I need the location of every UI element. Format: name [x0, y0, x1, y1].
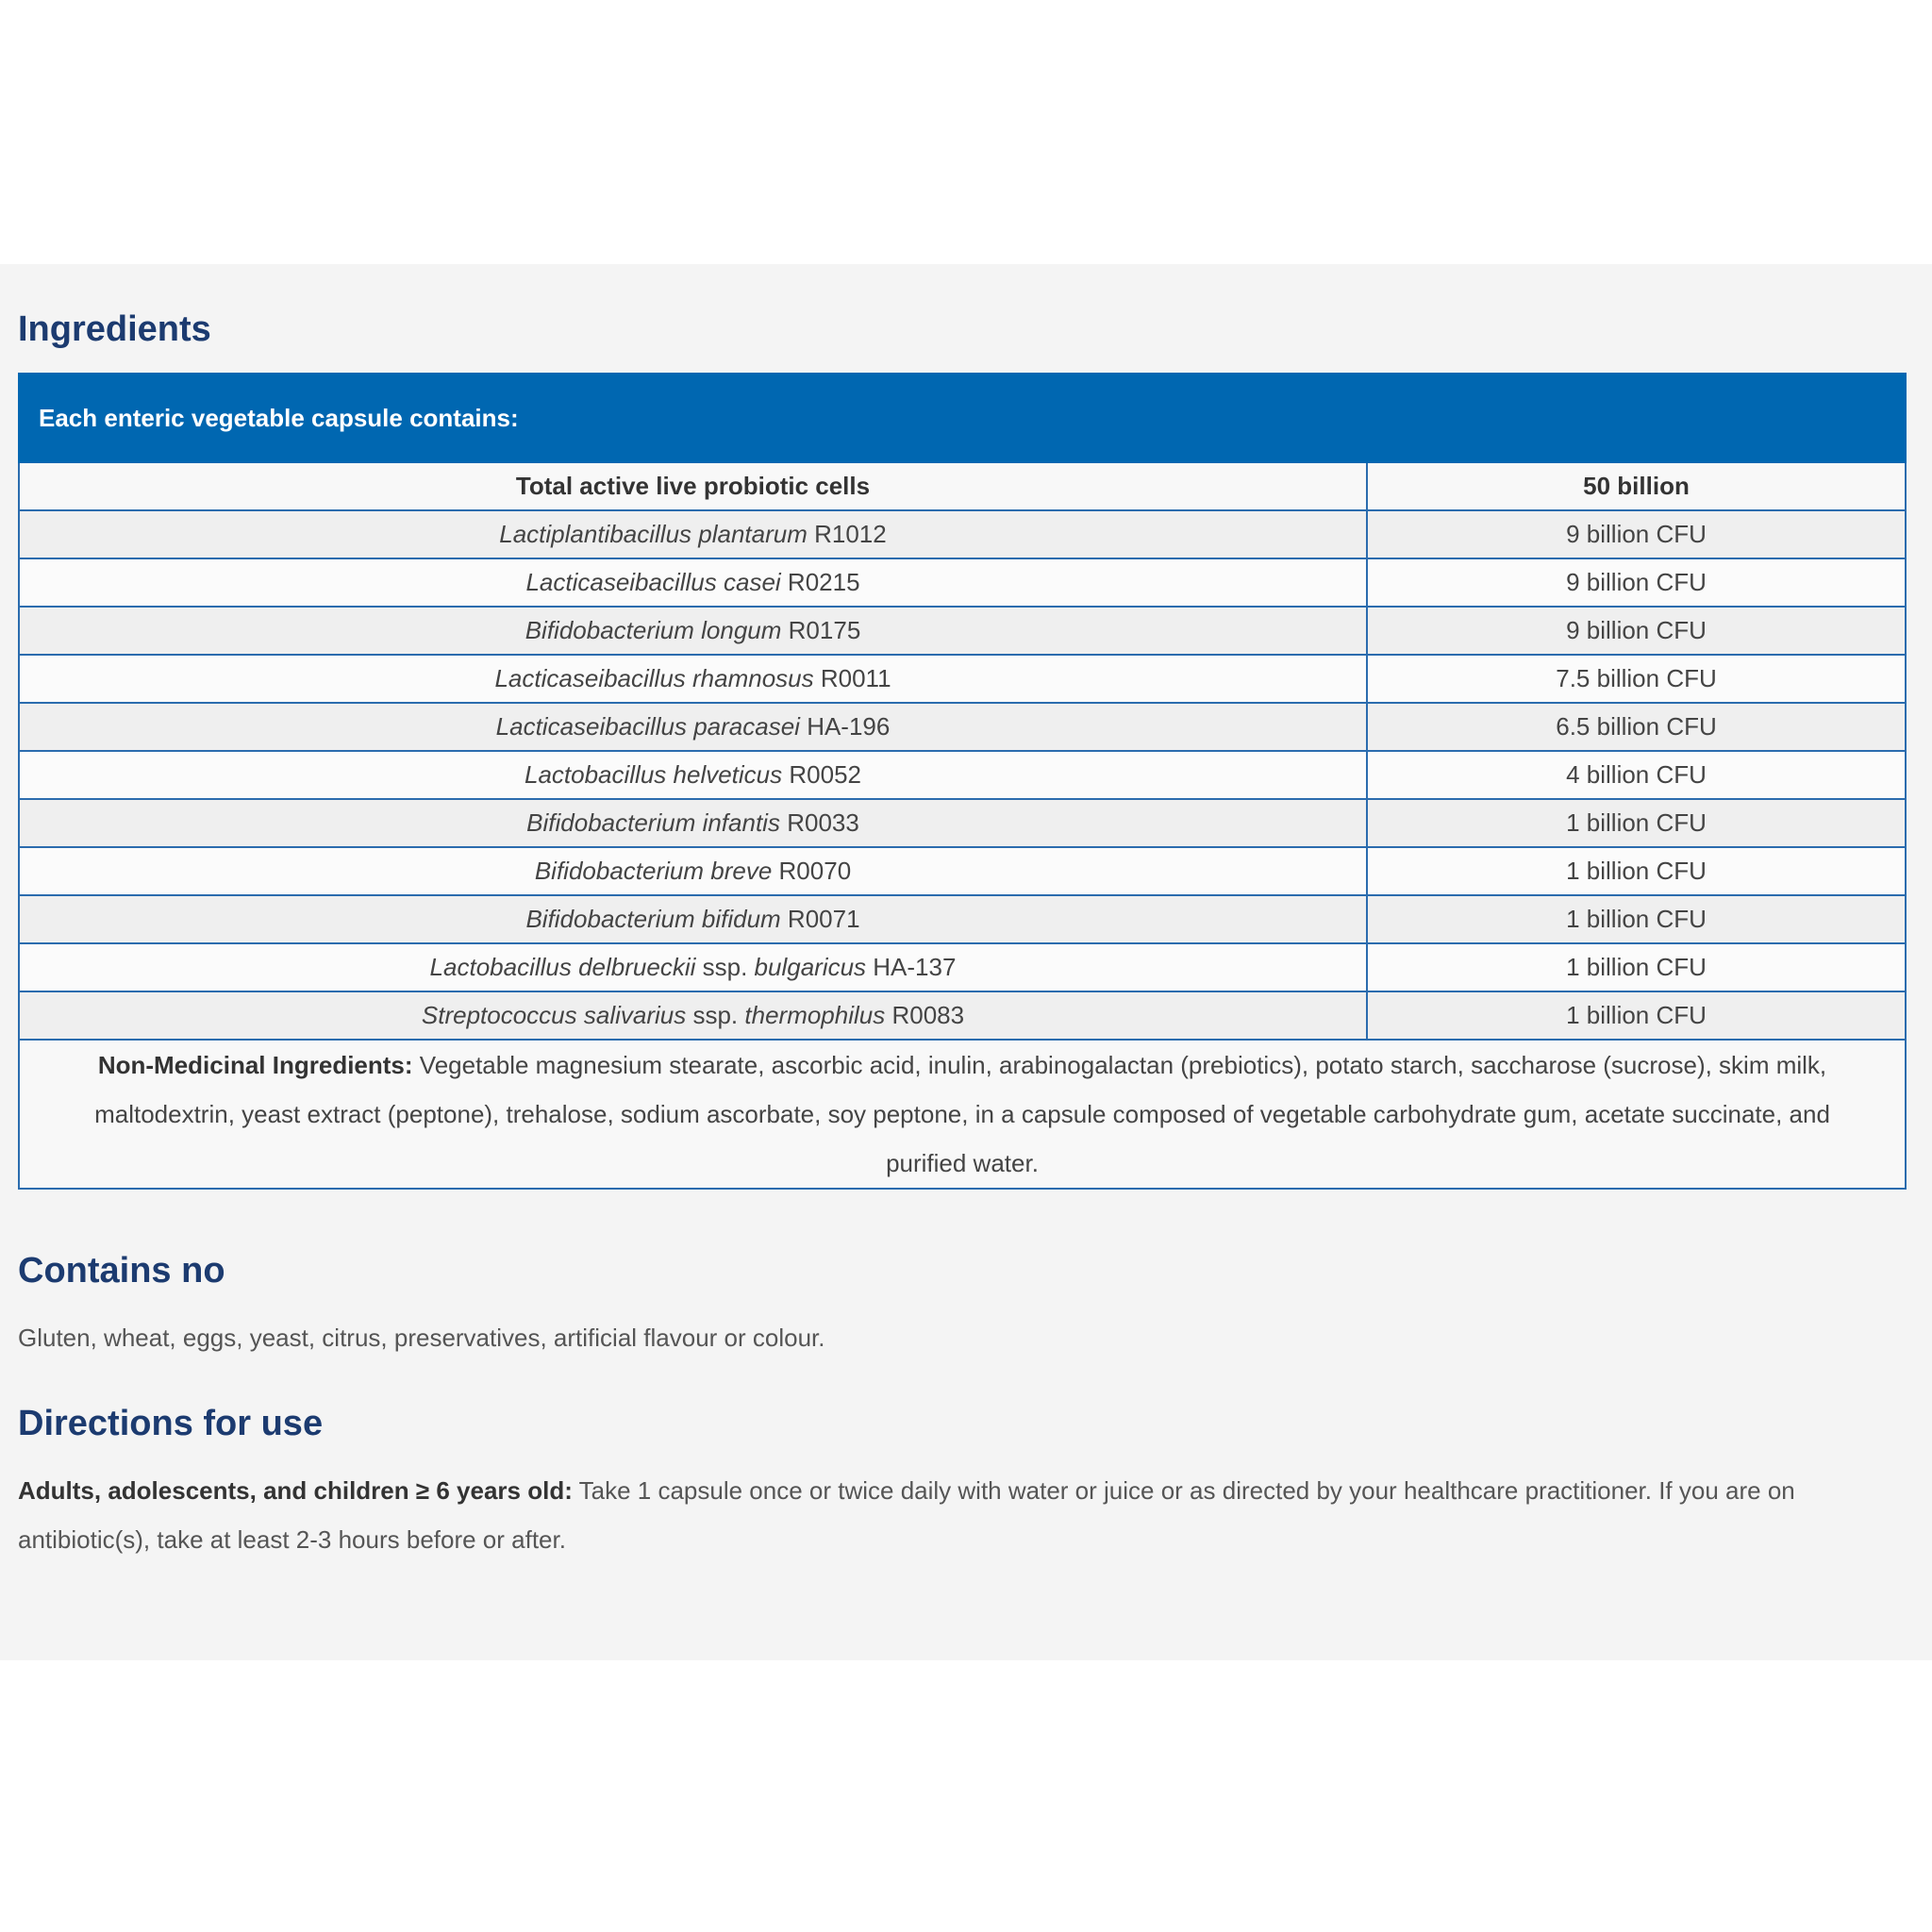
strain-code: R1012	[814, 520, 887, 548]
subspecies-name: thermophilus	[744, 1001, 886, 1029]
strain-cell	[19, 991, 1367, 1040]
strain-code: R0033	[787, 808, 859, 837]
strain-code: R0011	[820, 664, 891, 692]
table-row	[19, 703, 1906, 751]
table-row	[19, 799, 1906, 847]
strain-code: R0071	[787, 905, 860, 933]
non-medicinal-text: Vegetable magnesium stearate, ascorbic acid, inulin, arabinogalactan (prebiotics), potato starch, saccharose (sucrose), skim milk, maltodextrin, yeast extract (peptone), trehalose, sodium ascorbate, soy peptone, in a capsule composed of vegetable carbohydrate gum, acetate succinate, and purified water.	[94, 1051, 1830, 1177]
species-name: Lacticaseibacillus casei	[525, 568, 781, 596]
amount-cell: 1 billion CFU	[1367, 847, 1906, 895]
amount-cell: 9 billion CFU	[1367, 558, 1906, 607]
total-value: 50 billion	[1367, 462, 1906, 510]
amount-cell: 1 billion CFU	[1367, 799, 1906, 847]
strain-cell	[19, 510, 1367, 558]
amount-cell: 6.5 billion CFU	[1367, 703, 1906, 751]
table-row	[19, 943, 1906, 991]
strain-cell	[19, 558, 1367, 607]
species-name: Lacticaseibacillus rhamnosus	[494, 664, 814, 692]
total-row	[19, 462, 1906, 510]
amount-cell: 7.5 billion CFU	[1367, 655, 1906, 703]
strain-code: R0215	[787, 568, 860, 596]
total-label: Total active live probiotic cells	[19, 462, 1367, 510]
amount-cell: 1 billion CFU	[1367, 943, 1906, 991]
amount-cell: 9 billion CFU	[1367, 510, 1906, 558]
subspecies-marker: ssp.	[692, 1001, 739, 1029]
table-row	[19, 655, 1906, 703]
table-title: Each enteric vegetable capsule contains:	[19, 374, 1906, 462]
strain-code: R0070	[778, 857, 852, 885]
subspecies-marker: ssp.	[702, 953, 748, 981]
table-row	[19, 510, 1906, 558]
non-medicinal-row	[19, 1040, 1906, 1189]
species-name: Bifidobacterium bifidum	[525, 905, 781, 933]
table-row	[19, 751, 1906, 799]
species-name: Lactiplantibacillus plantarum	[499, 520, 808, 548]
amount-cell: 9 billion CFU	[1367, 607, 1906, 655]
contains-no-text: Gluten, wheat, eggs, yeast, citrus, preservatives, artificial flavour or colour.	[18, 1324, 825, 1352]
table-row	[19, 991, 1906, 1040]
strain-code: HA-137	[873, 953, 957, 981]
strain-code: HA-196	[807, 712, 891, 741]
non-medicinal-label: Non-Medicinal Ingredients:	[97, 1051, 413, 1079]
directions-text	[18, 1466, 1905, 1564]
species-name: Lactobacillus delbrueckii	[429, 953, 696, 981]
ingredients-table	[18, 373, 1907, 1190]
strain-cell	[19, 799, 1367, 847]
strain-code: R0175	[788, 616, 861, 644]
species-name: Streptococcus salivarius	[421, 1001, 687, 1029]
strain-code: R0083	[891, 1001, 965, 1029]
ingredients-heading: Ingredients	[18, 309, 211, 349]
directions-heading: Directions for use	[18, 1404, 324, 1443]
table-row	[19, 558, 1906, 607]
table-row	[19, 607, 1906, 655]
species-name: Bifidobacterium breve	[534, 857, 773, 885]
contains-no-heading: Contains no	[18, 1251, 225, 1291]
species-name: Lactobacillus helveticus	[524, 760, 783, 789]
amount-cell: 1 billion CFU	[1367, 991, 1906, 1040]
strain-cell	[19, 847, 1367, 895]
table-row	[19, 895, 1906, 943]
species-name: Bifidobacterium infantis	[526, 808, 780, 837]
strain-cell	[19, 943, 1367, 991]
directions-lead: Adults, adolescents, and children ≥ 6 years old:	[18, 1476, 573, 1505]
subspecies-name: bulgaricus	[754, 953, 867, 981]
strain-cell	[19, 703, 1367, 751]
non-medicinal-cell	[19, 1040, 1906, 1189]
species-name: Bifidobacterium longum	[525, 616, 782, 644]
table-row	[19, 847, 1906, 895]
strain-cell	[19, 607, 1367, 655]
directions-body: Take 1 capsule once or twice daily with water or juice or as directed by your healthcare practitioner. If you are on antibiotic(s), take at least 2-3 hours before or after.	[18, 1476, 1795, 1554]
strain-code: R0052	[789, 760, 861, 789]
amount-cell: 1 billion CFU	[1367, 895, 1906, 943]
species-name: Lacticaseibacillus paracasei	[495, 712, 800, 741]
strain-cell	[19, 655, 1367, 703]
strain-cell	[19, 751, 1367, 799]
amount-cell: 4 billion CFU	[1367, 751, 1906, 799]
strain-cell	[19, 895, 1367, 943]
